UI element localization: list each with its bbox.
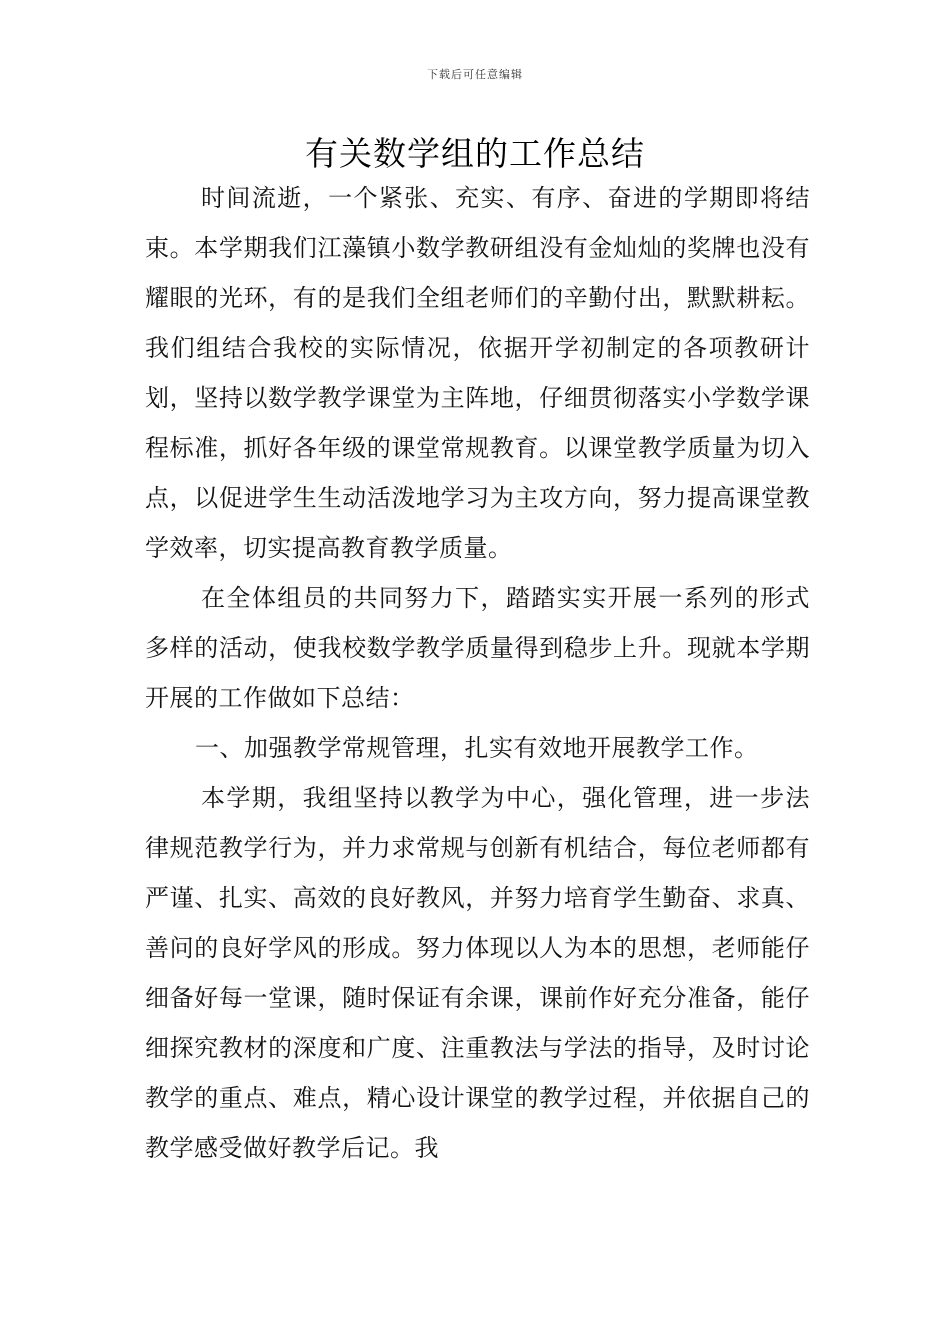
header-note: 下载后可任意编辑 [427, 68, 523, 81]
paragraph-section-1: 本学期，我组坚持以教学为中心，强化管理，进一步法律规范教学行为，并力求常规与创新有机结合，每位老师都有严谨、扎实、高效的良好教风，并努力培育学生勤奋、求真、善问的良好学风的形成。努力体现以人为本的思想，老师能仔细备好每一堂课，随时保证有余课，课前作好充分准备，能仔细探究教材的深度和广度、注重教法与学法的指导，及时讨论教学的重点、难点，精心设计课堂的教学过程，并依据自己的教学感受做好教学后记。我 [145, 784, 810, 1162]
paragraph-summary: 在全体组员的共同努力下，踏踏实实开展一系列的形式多样的活动，使我校数学教学质量得到稳步上升。现就本学期开展的工作做如下总结： [145, 584, 810, 712]
section-heading-1: 一、加强教学常规管理，扎实有效地开展教学工作。 [195, 734, 759, 762]
document-title: 有关数学组的工作总结 [305, 134, 645, 173]
document-body [145, 173, 810, 1173]
paragraph-intro: 时间流逝，一个紧张、充实、有序、奋进的学期即将结束。本学期我们江藻镇小数学教研组没有金灿灿的奖牌也没有耀眼的光环，有的是我们全组老师们的辛勤付出，默默耕耘。我们组结合我校的实际情况，依据开学初制定的各项教研计划，坚持以数学教学课堂为主阵地，仔细贯彻落实小学数学课程标准，抓好各年级的课堂常规教育。以课堂教学质量为切入点，以促进学生生动活泼地学习为主攻方向，努力提高课堂教学效率，切实提高教育教学质量。 [145, 184, 810, 562]
